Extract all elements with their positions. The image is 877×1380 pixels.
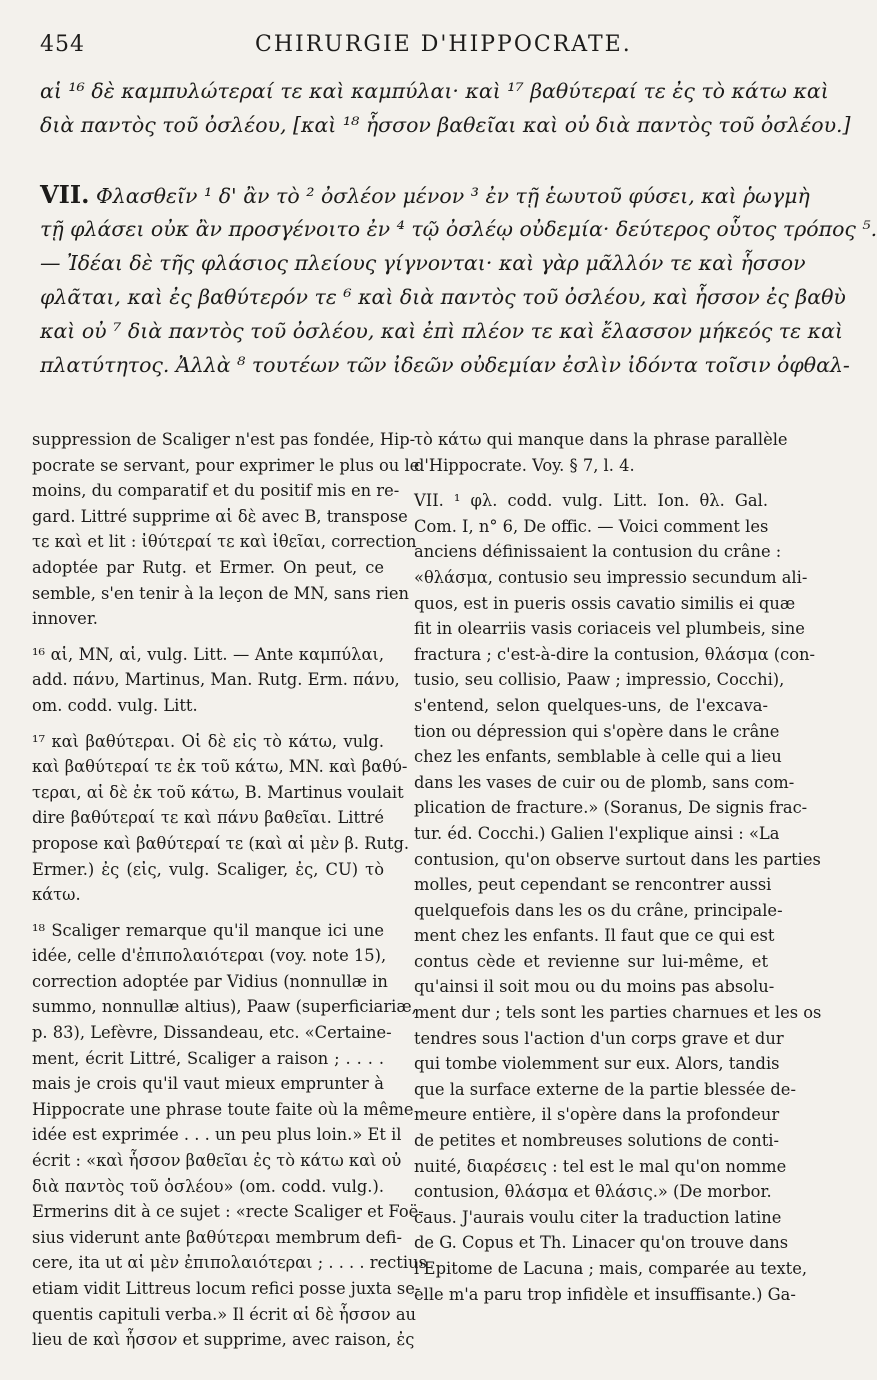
footnote-line: fractura ; c'est-à-dire la contusion, θλάσμα (con- [414, 644, 816, 664]
footnote-line: τεραι, αἱ δὲ ἐκ τοῦ κάτω, B. Martinus voulait [32, 782, 404, 802]
footnote-line: Com. I, n° 6, De offic. — Voici comment les [414, 516, 769, 536]
footnote-line: dire βαθύτεραί τε καὶ πάνυ βαθεῖαι. Littré [32, 808, 384, 828]
greek-line: καὶ οὐ ⁷ διὰ παντὸς τοῦ ὀσλέου, καὶ ἐπὶ πλέον τε καὶ ἔλασσον μήκεός τε καὶ [40, 319, 843, 343]
footnote-line: ¹⁸ Scaliger remarque qu'il manque ici une [32, 920, 384, 940]
footnote-line: adoptée par Rutg. et Ermer. On peut, ce [32, 557, 384, 577]
footnote-line: om. codd. vulg. Litt. [32, 695, 198, 715]
footnote-line: correction adoptée par Vidius (nonnullæ in [32, 971, 388, 991]
footnote-line: idée est exprimée . . . un peu plus loin.» Et il [32, 1125, 402, 1145]
footnote-line: Hippocrate une phrase toute faite où la même [32, 1099, 414, 1119]
paragraph-gap [414, 478, 768, 488]
footnote-line: anciens définissaient la contusion du crâne : [414, 542, 782, 562]
section-vii-text [40, 178, 877, 382]
footnote-line: dans les vases de cuir ou de plomb, sans com- [414, 772, 795, 792]
footnote-line: ¹⁷ καὶ βαθύτεραι. Οἱ δὲ εἰς τὸ κάτω, vulg. [32, 731, 384, 751]
footnote-line: cere, ita ut αἱ μὲν ἐπιπολαιότεραι ; . . . . rectius [32, 1253, 427, 1273]
footnote-line: caus. J'aurais voulu citer la traduction latine [414, 1207, 782, 1227]
footnote-line: διὰ παντὸς τοῦ ὀσλέου» (om. codd. vulg.). [32, 1176, 384, 1196]
greek-line: αἱ ¹⁶ δὲ καμπυλώτεραί τε καὶ καμπύλαι· καὶ ¹⁷ βαθύτεραί τε ἐς τὸ κάτω καὶ [40, 79, 829, 103]
greek-line-text: Φλασθεῖν ¹ δ' ἂν τὸ ² ὀσλέον μένον ³ ἐν τῇ ἑωυτοῦ φύσει, καὶ ῥωγμὴ [95, 184, 810, 208]
greek-line: — Ἰδέαι δὲ τῆς φλάσιος πλείους γίγνονται· καὶ γὰρ μᾶλλόν τε καὶ ἧσσον [40, 251, 806, 275]
footnote-line: ment chez les enfants. Il faut que ce qui est [414, 926, 775, 946]
paragraph-gap [32, 632, 384, 642]
footnote-line: p. 83), Lefèvre, Dissandeau, etc. «Certaine- [32, 1023, 392, 1043]
footnote-line: quelquefois dans les os du crâne, principale- [414, 900, 783, 920]
footnote-line: plication de fracture.» (Soranus, De signis frac- [414, 798, 808, 818]
running-title: CHIRURGIE D'HIPPOCRATE. [255, 32, 632, 57]
footnote-line: etiam vidit Littreus locum refici posse juxta se- [32, 1279, 421, 1298]
paragraph-gap [32, 719, 384, 729]
footnote-line: gard. Littré supprime αἱ δὲ avec B, transpose [32, 506, 408, 526]
footnote-line: moins, du comparatif et du positif mis en re- [32, 481, 400, 501]
greek-line: φλᾶται, καὶ ἐς βαθύτερόν τε ⁶ καὶ διὰ παντὸς τοῦ ὀσλέου, καὶ ἧσσον ἐς βαθὺ [40, 285, 846, 309]
footnote-line: propose καὶ βαθύτεραί τε (καὶ αἱ μὲν β. Rutg. [32, 833, 410, 853]
page-number: 454 [40, 32, 85, 57]
footnotes-right-column [414, 427, 822, 1307]
footnote-line: fit in olearriis vasis coriaceis vel plumbeis, sine [414, 619, 805, 639]
footnote-line: «θλάσμα, contusio seu impressio secundum ali- [414, 567, 808, 587]
footnote-line: contusion, θλάσμα et θλάσις.» (De morbor. [414, 1182, 772, 1202]
footnote-line: meure entière, il s'opère dans la profondeur [414, 1105, 780, 1125]
footnote-line: elle m'a paru trop infidèle et insuffisante.) Ga- [414, 1284, 796, 1304]
page-header [40, 28, 780, 64]
footnote-line: κάτω. [32, 885, 81, 905]
section-number: VII. [40, 180, 90, 209]
footnote-line: ¹⁶ αἱ, MN, αἱ, vulg. Litt. — Ante καμπύλαι, [32, 644, 384, 664]
footnote-line: quentis capituli verba.» Il écrit αἱ δὲ ἧσσον au [32, 1304, 417, 1324]
footnote-line: summo, nonnullæ altius), Paaw (superficiariæ, [32, 997, 417, 1017]
footnote-line: VII. ¹ φλ. codd. vulg. Litt. Ion. θλ. Gal. [414, 491, 768, 511]
footnote-line: mais je crois qu'il vaut mieux emprunter à [32, 1074, 384, 1094]
footnote-line: τε καὶ et lit : ἰθύτεραί τε καὶ ἰθεῖαι, correction [32, 532, 417, 552]
footnote-line: d'Hippocrate. Voy. § 7, l. 4. [414, 455, 635, 475]
footnote-line: l'Epitome de Lacuna ; mais, comparée au texte, [414, 1259, 808, 1278]
footnote-line: molles, peut cependant se rencontrer aussi [414, 875, 772, 895]
greek-line: διὰ παντὸς τοῦ ὀσλέου, [καὶ ¹⁸ ἧσσον βαθεῖαι καὶ οὐ διὰ παντὸς τοῦ ὀσλέου.] [40, 113, 851, 137]
footnote-line: lieu de καὶ ἧσσον et supprime, avec raison, ἐς [32, 1330, 415, 1350]
footnote-line: écrit : «καὶ ἧσσον βαθεῖαι ἐς τὸ κάτω καὶ οὐ [32, 1151, 402, 1171]
greek-line: πλατύτητος. Ἀλλὰ ⁸ τουτέων τῶν ἰδεῶν οὐδεμίαν ἐσλὶν ἰδόντα τοῖσιν ὀφθαλ- [40, 353, 850, 377]
footnote-line: qu'ainsi il soit mou ou du moins pas absolu- [414, 977, 775, 997]
footnote-line: tusio, seu collisio, Paaw ; impressio, Cocchi), [414, 670, 785, 690]
footnote-line: Ermerins dit à ce sujet : «recte Scaliger et Foë- [32, 1202, 424, 1222]
paragraph-gap [32, 908, 384, 918]
footnote-line: contus cède et revienne sur lui-même, et [414, 951, 768, 971]
greek-line [40, 178, 810, 212]
greek-line: τῇ φλάσει οὐκ ἂν προσγένοιτο ἐν ⁴ τῷ ὀσλέῳ οὐδεμία· δεύτερος οὗτος τρόπος ⁵. [40, 217, 877, 241]
footnote-line: chez les enfants, semblable à celle qui a lieu [414, 747, 782, 767]
footnote-line: Ermer.) ἐς (εἰς, vulg. Scaliger, ἐς, CU) τὸ [32, 859, 384, 879]
footnote-line: ment dur ; tels sont les parties charnues et les os [414, 1003, 822, 1023]
footnote-line: tur. éd. Cocchi.) Galien l'explique ainsi : «La [414, 823, 780, 843]
footnote-line: innover. [32, 609, 98, 629]
footnote-line: quos, est in pueris ossis cavatio similis ei quæ [414, 593, 796, 613]
footnote-line: add. πάνυ, Martinus, Man. Rutg. Erm. πάνυ, [32, 670, 400, 690]
footnote-line: καὶ βαθύτεραί τε ἐκ τοῦ κάτω, MN. καὶ βαθύ- [32, 757, 408, 777]
footnote-line: de petites et nombreuses solutions de conti- [414, 1131, 779, 1151]
footnote-line: contusion, qu'on observe surtout dans les parties [414, 849, 821, 869]
footnote-line: tendres sous l'action d'un corps grave et dur [414, 1028, 784, 1048]
greek-text-continued [40, 74, 851, 142]
footnote-line: que la surface externe de la partie blessée de- [414, 1079, 796, 1099]
footnote-line: suppression de Scaliger n'est pas fondée, Hip- [32, 430, 416, 449]
footnotes-left-column [32, 427, 427, 1353]
footnote-line: tion ou dépression qui s'opère dans le crâne [414, 721, 780, 741]
footnote-line: pocrate se servant, pour exprimer le plus ou le [32, 455, 420, 475]
footnote-line: de G. Copus et Th. Linacer qu'on trouve dans [414, 1233, 789, 1253]
footnote-line: nuité, διαρέσεις : tel est le mal qu'on nomme [414, 1156, 787, 1176]
footnote-line: idée, celle d'ἐπιπολαιότεραι (voy. note 15), [32, 946, 387, 966]
footnote-line: τὸ κάτω qui manque dans la phrase parallèle [414, 430, 788, 449]
footnote-line: qui tombe violemment sur eux. Alors, tandis [414, 1054, 780, 1074]
footnote-line: sius viderunt ante βαθύτεραι membrum defi- [32, 1227, 402, 1247]
footnote-line: s'entend, selon quelques-uns, de l'excava- [414, 695, 768, 715]
footnote-line: semble, s'en tenir à la leçon de MN, sans rien [32, 583, 410, 603]
footnote-line: ment, écrit Littré, Scaliger a raison ; . . . . [32, 1048, 384, 1068]
